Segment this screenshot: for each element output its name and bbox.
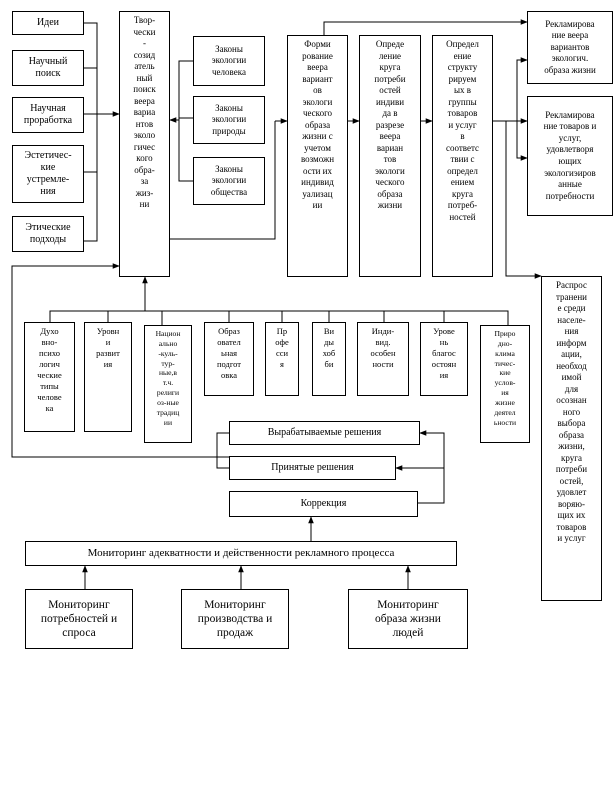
creative-search-box (119, 11, 170, 277)
monitoring-needs-box (25, 589, 133, 649)
process-lifestyle-variants-label: Форми рование веера вариант ов экологи ческого образа жизни с учетом возможн ости их индивид уализац ии (300, 39, 335, 211)
factor-culture-box (144, 325, 192, 443)
factor-individual-label: Инди- вид. особен ности (370, 326, 396, 370)
factor-welfare-box (420, 322, 468, 396)
factor-profession-box (265, 322, 299, 396)
ad-goods-services-box (527, 96, 613, 216)
accepted-decisions-box (229, 456, 396, 480)
monitoring-production-box (181, 589, 289, 649)
input-ethics-label: Этические подходы (25, 221, 71, 245)
factor-development-label: Уровн и развит ия (96, 326, 120, 370)
factor-development-box (84, 322, 132, 432)
input-aesthetic-box (12, 145, 84, 203)
ad-lifestyle-variants-box (527, 11, 613, 84)
monitoring-main-label: Мониторинг адекватности и действенности рекламного процесса (87, 546, 395, 559)
factor-psych-types-box (24, 322, 75, 432)
law-human-ecology-label: Законы экологии человека (211, 43, 247, 77)
law-human-ecology-box (193, 36, 265, 86)
monitoring-lifestyle-label: Мониторинг образа жизни людей (375, 598, 441, 639)
factor-welfare-label: Урове нь благос остоян ия (431, 326, 457, 381)
factor-hobbies-box (312, 322, 346, 396)
factor-education-label: Образ овател ьная подгот овка (216, 326, 241, 381)
ad-goods-services-label: Рекламирова ние товаров и услуг, удовлетворя ющих экологиэиров анные потребности (543, 109, 597, 201)
process-lifestyle-variants-box (287, 35, 348, 277)
law-society-ecology-label: Законы экологии общества (210, 163, 248, 197)
correction-label: Коррекция (300, 497, 347, 509)
factor-climate-box (480, 325, 530, 443)
factor-climate-label: Приро дно- клима тичес- кие услов- ия жизне деятел ьности (493, 329, 517, 427)
input-ethics-box (12, 216, 84, 252)
input-research-box (12, 50, 84, 86)
factor-education-box (204, 322, 254, 396)
monitoring-main-box (25, 541, 457, 566)
info-spread-label: Распрос транени е среди населе- ния информ ации, необход имой для осознан ного выбора образа жизни, круга потреби остей, удовлет воряю- щих их товаров и услуг (555, 280, 588, 544)
input-ideas-box (12, 11, 84, 35)
factor-psych-types-label: Духо вно- психо логич ческие типы челове ка (37, 326, 62, 414)
input-aesthetic-label: Эстетичес- кие устремле- ния (24, 149, 72, 198)
correction-box (229, 491, 418, 517)
process-goods-structure-label: Определ ение структу рируем ых в группы товаров и услуг в соответс твии с определ ением круга потреб- ностей (445, 39, 480, 222)
input-elaboration-box (12, 97, 84, 133)
factor-hobbies-label: Ви ды хоб би (322, 326, 336, 370)
process-goods-structure-box (432, 35, 493, 277)
accepted-decisions-label: Принятые решения (271, 461, 354, 473)
factor-individual-box (357, 322, 409, 396)
generated-decisions-label: Вырабатываемые решения (267, 426, 382, 438)
generated-decisions-box (229, 421, 420, 445)
law-society-ecology-box (193, 157, 265, 205)
creative-search-label: Твор- чески - созид атель ный поиск веера вариа нтов эколо гичес кого обра- за жиз- ни (133, 15, 156, 210)
monitoring-lifestyle-box (348, 589, 468, 649)
law-nature-ecology-label: Законы экологии природы (211, 102, 247, 136)
process-needs-circle-box (359, 35, 421, 277)
input-research-label: Научный поиск (28, 55, 68, 79)
input-elaboration-label: Научная проработка (23, 102, 73, 126)
monitoring-needs-label: Мониторинг потребностей и спроса (40, 598, 118, 639)
process-needs-circle-label: Опреде ление круга потреби остей индиви да в разрезе веера вариан тов экологи ческого образа жизни (374, 39, 406, 211)
ad-lifestyle-variants-label: Рекламирова ние веера вариантов экологич. образа жизни (544, 18, 596, 75)
factor-profession-label: Пр офе сси я (275, 326, 289, 370)
info-spread-box (541, 276, 602, 601)
law-nature-ecology-box (193, 96, 265, 144)
monitoring-production-label: Мониторинг производства и продаж (197, 598, 273, 639)
factor-culture-label: Национ ально -куль- тур- ные,в т.ч. религи оз-ные традиц ии (155, 329, 181, 427)
input-ideas-label: Идеи (36, 16, 60, 28)
